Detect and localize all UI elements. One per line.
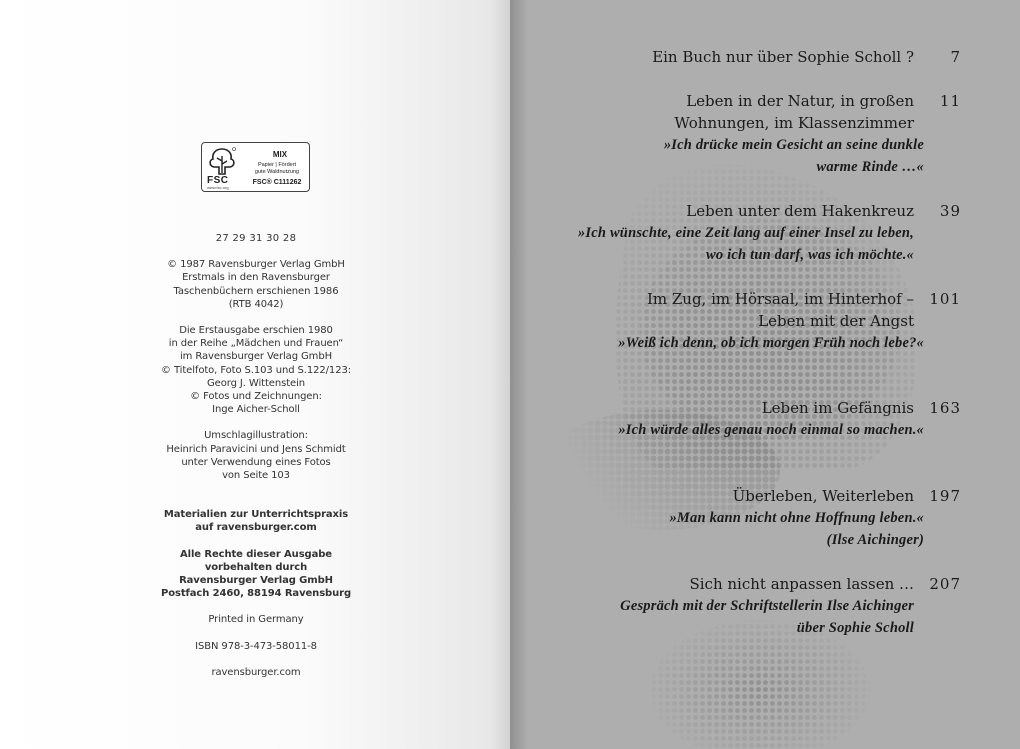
toc-heading: Sich nicht anpassen lassen … (689, 575, 914, 593)
toc-entry (550, 90, 924, 178)
toc-heading: Leben unter dem Hakenkreuz (686, 202, 914, 220)
toc-page-number: 11 (939, 92, 961, 110)
website-text: ravensburger.com (211, 666, 301, 678)
toc-quote: »Weiß ich denn, ob ich morgen Früh noch lebe?« (618, 335, 924, 351)
cover-credit-text: Umschlagillustration: Heinrich Paravicini und Jens Schmidt unter Verwendung eines Fotos von Seite 103 (166, 430, 346, 482)
fsc-mark: FSC (207, 175, 229, 186)
contents-page (510, 0, 1020, 749)
fsc-mix: MIX (272, 150, 288, 159)
fsc-logo (201, 142, 310, 192)
copyright-text: © 1987 Ravensburger Verlag GmbH Erstmals in den Ravensburger Taschenbüchern erschienen 1986 (RTB 4042) (167, 259, 345, 310)
print-numbers: 27 29 31 30 28 (215, 233, 297, 244)
table-of-contents (510, 0, 1020, 749)
toc-heading: Ein Buch nur über Sophie Scholl ? (652, 48, 914, 66)
toc-page-number: 101 (929, 290, 961, 308)
toc-heading: Leben im Gefängnis (761, 399, 914, 417)
toc-entry (550, 485, 924, 551)
toc-quote: »Ich wünschte, eine Zeit lang auf einer Insel zu leben, wo ich tun darf, was ich möchte.« (577, 225, 914, 263)
first-edition-text: Die Erstausgabe erschien 1980 in der Reihe „Mädchen und Frauen“ im Ravensburger Verlag GmbH © Titelfoto, Foto S.103 und S.122/123: Georg J. Wittenstein © Fotos und Zeichnungen: Inge Aicher-Scholl (160, 325, 351, 416)
toc-page-number: 7 (950, 48, 961, 66)
toc-heading: Leben in der Natur, in großen Wohnungen, im Klassenzimmer (674, 92, 914, 132)
toc-entry (550, 200, 914, 266)
fsc-code: FSC® C111262 (252, 179, 302, 186)
imprint-block (150, 232, 362, 679)
fsc-text: Papier | Fördert gute Waldnutzung (254, 162, 300, 175)
printed-in-text: Printed in Germany (208, 614, 304, 626)
toc-page-number: 207 (929, 575, 961, 593)
toc-quote: »Ich würde alles genau noch einmal so machen.« (618, 422, 924, 438)
toc-page-number: 39 (939, 202, 961, 220)
toc-quote: Gespräch mit der Schriftstellerin Ilse Aichinger über Sophie Scholl (620, 598, 914, 636)
toc-quote: »Ich drücke mein Gesicht an seine dunkle warme Rinde …« (663, 137, 924, 175)
toc-heading: Im Zug, im Hörsaal, im Hinterhof – Leben mit der Angst (646, 290, 914, 330)
toc-page-number: 163 (929, 399, 961, 417)
isbn-text: ISBN 978-3-473-58011-8 (195, 640, 317, 652)
rights-text: Alle Rechte dieser Ausgabe vorbehalten durch Ravensburger Verlag GmbH Postfach 2460, 88194 Ravensburg (160, 548, 352, 600)
toc-entry (550, 397, 924, 441)
toc-page-number: 197 (929, 487, 961, 505)
materials-text: Materialien zur Unterrichtspraxis auf ravensburger.com (163, 509, 349, 534)
toc-quote: »Man kann nicht ohne Hoffnung leben.« (Ilse Aichinger) (669, 510, 924, 548)
fsc-url: www.fsc.org (207, 185, 229, 190)
toc-heading: Überleben, Weiterleben (732, 487, 914, 505)
toc-entry (550, 288, 924, 354)
toc-entry (550, 46, 914, 68)
toc-entry (550, 573, 914, 639)
